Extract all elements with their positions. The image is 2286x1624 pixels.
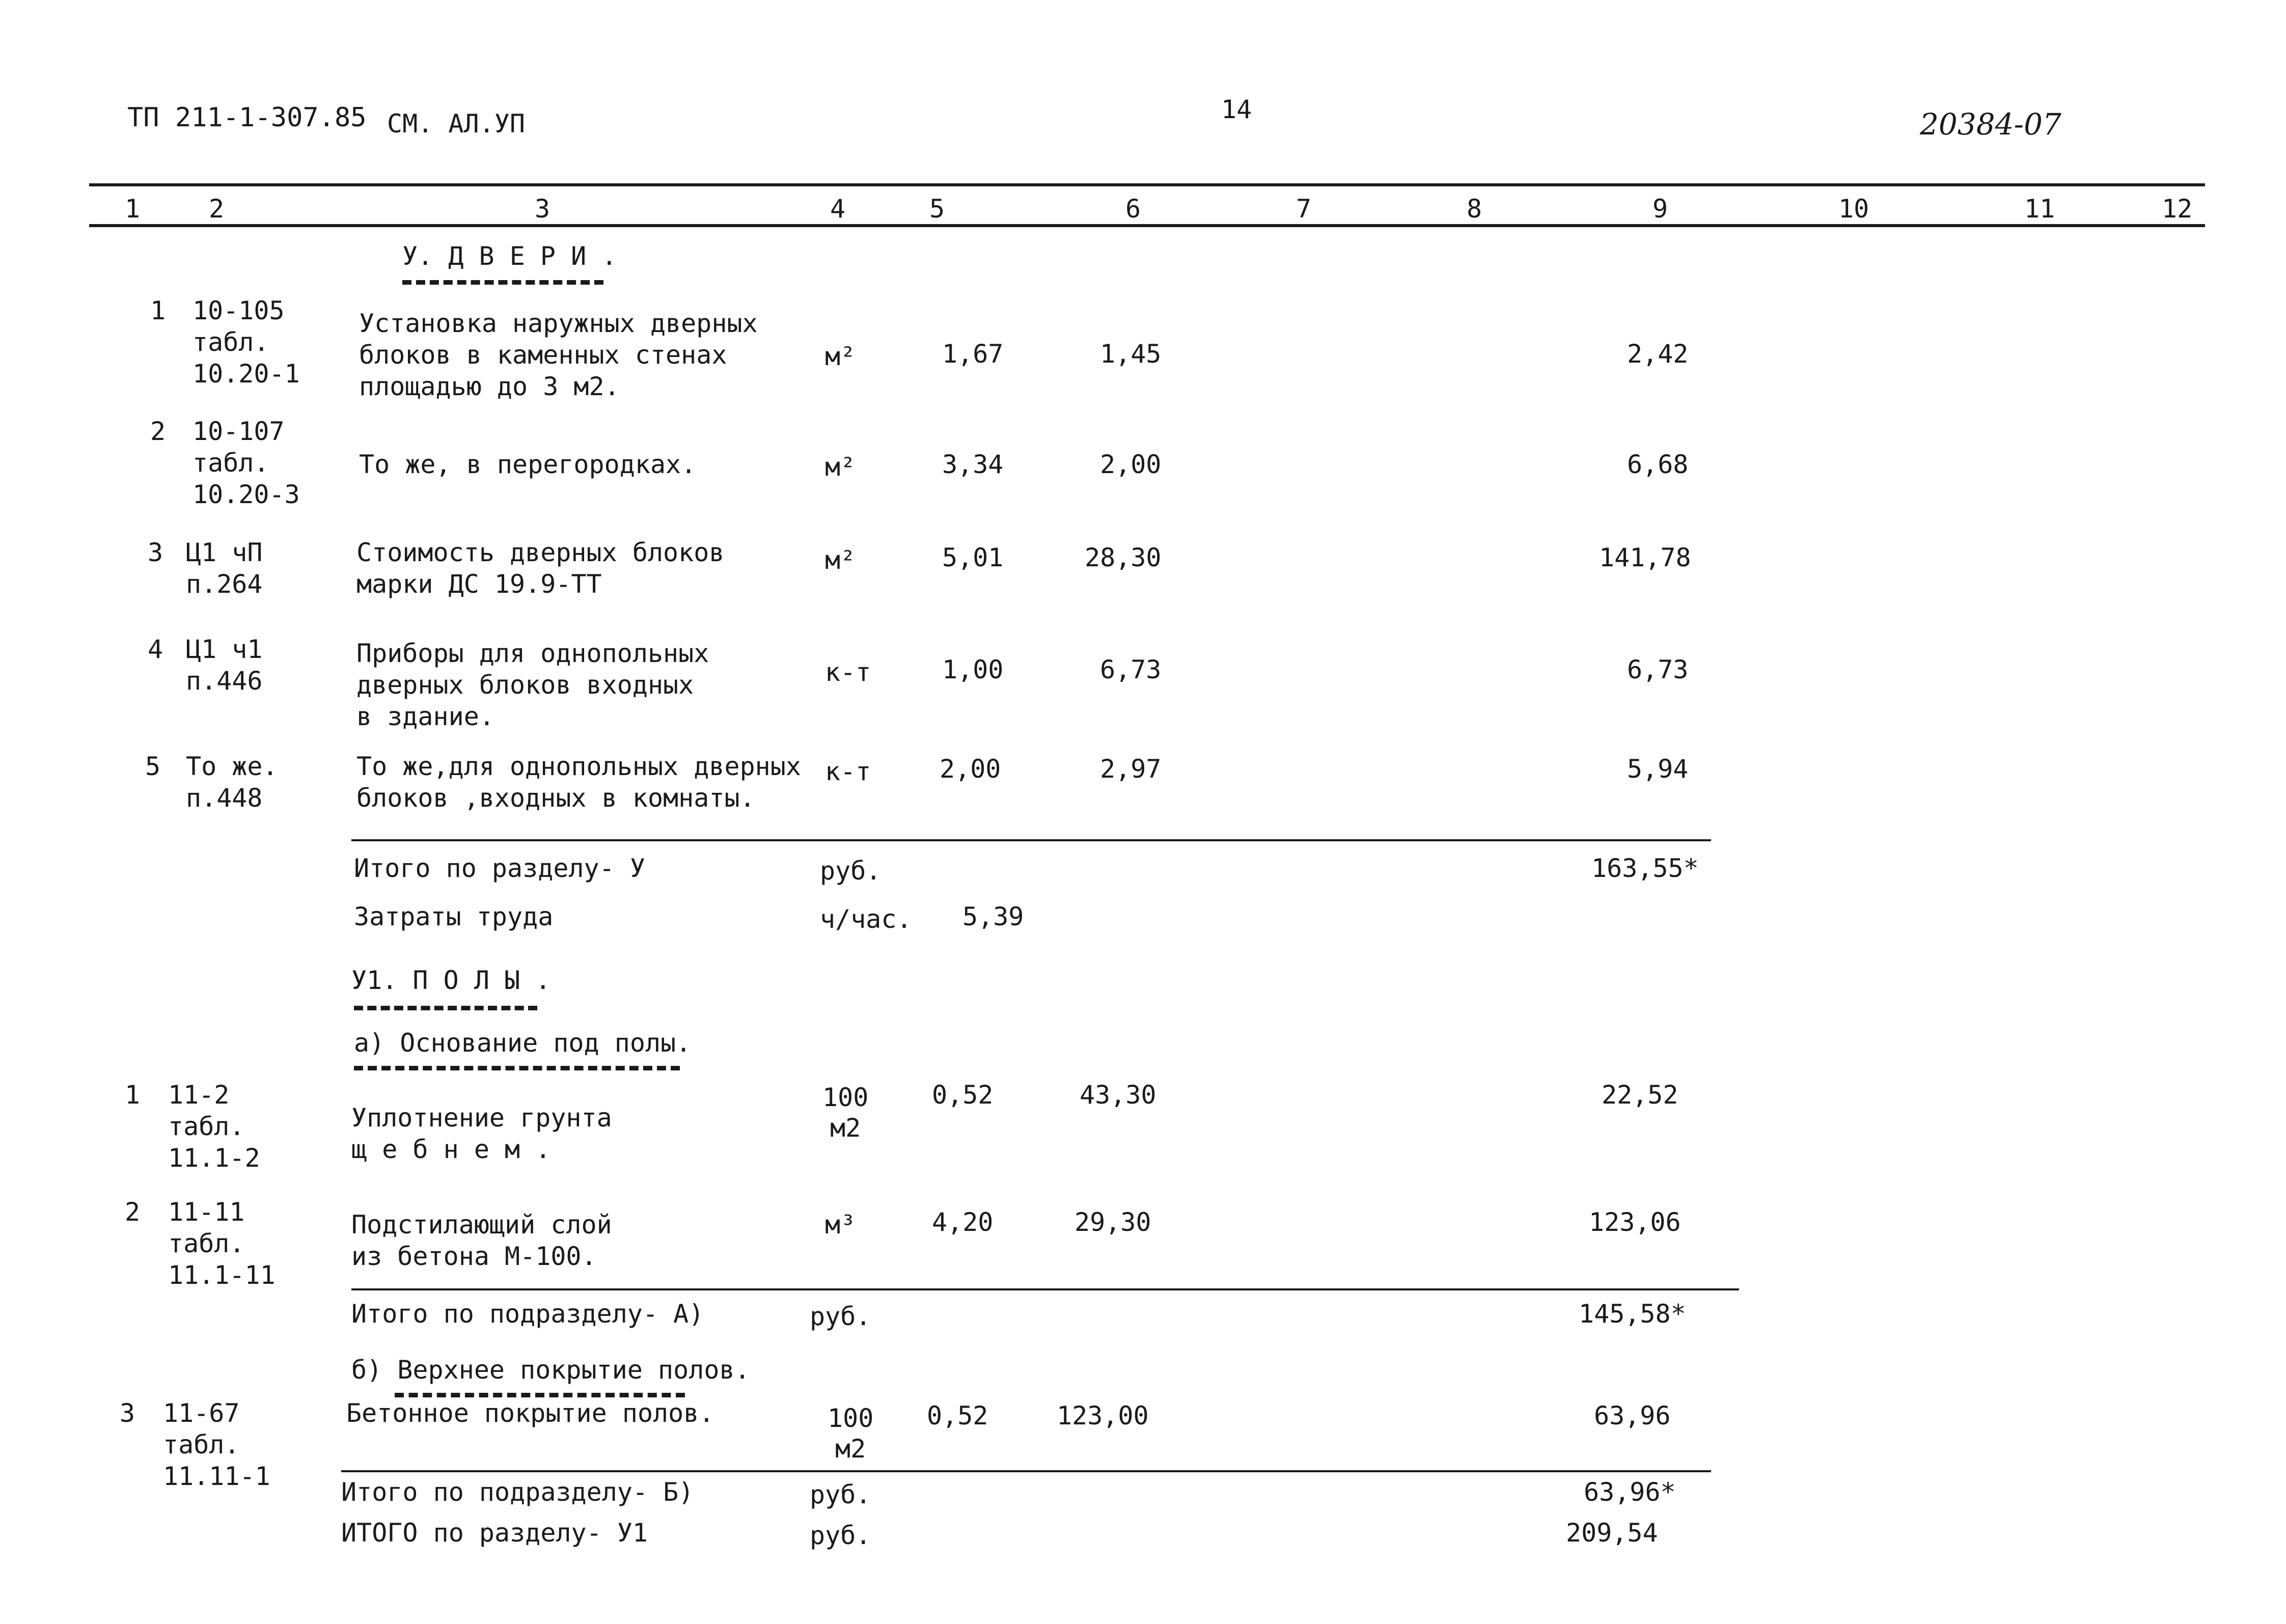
row-unit: м²: [825, 545, 856, 575]
row-unit-price: 29,30: [1075, 1207, 1151, 1237]
row-quantity: 1,00: [942, 655, 1004, 684]
row-total: 123,06: [1589, 1207, 1681, 1237]
row-name-line: Приборы для однопольных: [356, 639, 709, 668]
column-number: 4: [830, 194, 846, 224]
column-number: 2: [209, 194, 225, 224]
column-number: 3: [535, 194, 550, 224]
sub-b-total-rule: [341, 1470, 1711, 1472]
section-5-underline: [402, 280, 603, 285]
sub-b-title: б) Верхнее покрытие полов.: [351, 1355, 750, 1385]
row-unit: м²: [825, 342, 856, 371]
row-code-line: 10.20-1: [192, 359, 300, 389]
row-number: 2: [125, 1197, 141, 1227]
column-number: 5: [929, 194, 945, 224]
section-6-title: У1. П О Л Ы .: [351, 966, 551, 995]
row-code-line: 11.1-2: [168, 1143, 260, 1173]
row-unit: м²: [825, 452, 856, 482]
row-name-line: То же,для однопольных дверных: [356, 752, 801, 781]
row-total: 2,42: [1627, 339, 1689, 369]
row-unit-price: 6,73: [1100, 655, 1162, 684]
sub-b-total-unit: руб.: [810, 1480, 871, 1509]
doc-ref: СМ. АЛ.УП: [387, 109, 525, 139]
row-number: 1: [150, 296, 166, 325]
row-unit-price: 2,00: [1100, 450, 1162, 479]
row-number: 5: [145, 752, 161, 781]
row-number: 3: [120, 1398, 135, 1428]
row-code-line: 10.20-3: [192, 480, 300, 509]
row-code-line: 11-67: [163, 1398, 240, 1428]
row-number: 2: [150, 417, 166, 446]
section-6-grand-unit: руб.: [810, 1521, 871, 1550]
header-bottom-rule: [89, 224, 2205, 227]
labor-unit: ч/час.: [820, 904, 912, 934]
section-5-total-value: 163,55*: [1591, 854, 1699, 883]
page-number: 14: [1221, 95, 1252, 124]
row-number: 4: [148, 635, 163, 664]
row-quantity: 3,34: [942, 450, 1004, 479]
row-code-line: табл.: [168, 1229, 245, 1258]
row-code-line: То же.: [186, 752, 278, 781]
row-code-line: табл.: [192, 448, 269, 478]
row-code-line: 11-11: [168, 1197, 245, 1227]
row-name-line: Стоимость дверных блоков: [356, 538, 725, 567]
row-name-line: Уплотнение грунта: [351, 1103, 612, 1133]
row-unit: к-т: [825, 757, 871, 786]
section-5-total-label: Итого по разделу- У: [354, 854, 645, 883]
row-name-line: марки ДС 19.9-ТТ: [356, 569, 602, 599]
sub-b-total-value: 63,96*: [1584, 1477, 1676, 1507]
sub-a-total-label: Итого по подразделу- А): [351, 1299, 704, 1329]
row-unit: м³: [825, 1210, 856, 1240]
column-number: 10: [1838, 194, 1869, 224]
section-5-total-rule: [351, 839, 1711, 841]
row-code-line: табл.: [168, 1112, 245, 1141]
row-name-line: Бетонное покрытие полов.: [346, 1398, 714, 1428]
row-total: 141,78: [1599, 543, 1691, 572]
row-number: 3: [148, 538, 163, 567]
row-code-line: Ц1 чП: [186, 538, 263, 567]
row-quantity: 5,01: [942, 543, 1004, 572]
row-quantity: 0,52: [927, 1401, 988, 1430]
row-quantity: 0,52: [932, 1080, 994, 1110]
row-quantity: 2,00: [940, 754, 1001, 784]
row-total: 22,52: [1602, 1080, 1678, 1110]
row-unit-price: 28,30: [1085, 543, 1162, 572]
archive-number: 20384-07: [1920, 107, 2061, 142]
section-6-grand-value: 209,54: [1566, 1518, 1658, 1548]
row-name-line: Установка наружных дверных: [359, 309, 758, 338]
header-top-rule: [89, 183, 2205, 186]
sub-a-title: а) Основание под полы.: [354, 1028, 692, 1058]
sub-a-total-value: 145,58*: [1579, 1299, 1686, 1329]
row-code-line: табл.: [192, 327, 269, 357]
row-name-line: Подстилающий слой: [351, 1210, 612, 1240]
row-unit-price: 43,30: [1080, 1080, 1156, 1110]
row-quantity: 1,67: [942, 339, 1004, 369]
row-code-line: 10-105: [192, 296, 285, 325]
column-number: 7: [1296, 194, 1312, 224]
row-unit-price: 1,45: [1100, 339, 1162, 369]
row-unit: к-т: [825, 657, 871, 687]
column-number: 11: [2024, 194, 2055, 224]
row-total: 6,73: [1627, 655, 1689, 684]
row-total: 6,68: [1627, 450, 1689, 479]
sub-a-underline: [354, 1066, 680, 1070]
column-number: 6: [1125, 194, 1141, 224]
row-name-line: из бетона М-100.: [351, 1242, 597, 1271]
sub-b-underline: [395, 1393, 685, 1397]
row-code-line: п.264: [186, 569, 263, 599]
section-6-grand-label: ИТОГО по разделу- У1: [341, 1518, 648, 1548]
row-code-line: 11-2: [168, 1080, 230, 1110]
section-5-total-unit: руб.: [820, 856, 882, 886]
row-code-line: 10-107: [192, 417, 285, 446]
row-code-line: табл.: [163, 1430, 240, 1460]
row-name-line: площадью до 3 м2.: [359, 372, 620, 401]
row-code-line: 11.1-11: [168, 1260, 276, 1290]
row-code-line: 11.11-1: [163, 1462, 270, 1491]
row-total: 63,96: [1594, 1401, 1671, 1430]
row-total: 5,94: [1627, 754, 1689, 784]
doc-code: ТП 211-1-307.85: [127, 102, 367, 133]
sub-b-total-label: Итого по подразделу- Б): [341, 1477, 694, 1507]
row-name-line: То же, в перегородках.: [359, 450, 697, 479]
column-number: 8: [1467, 194, 1482, 224]
row-name-line: щ е б н е м .: [351, 1135, 551, 1164]
row-name-line: в здание.: [356, 702, 494, 731]
row-unit-price: 123,00: [1057, 1401, 1149, 1430]
row-quantity: 4,20: [932, 1207, 994, 1237]
row-number: 1: [125, 1080, 141, 1110]
row-code-line: Ц1 ч1: [186, 635, 263, 664]
row-name-line: блоков ,входных в комнаты.: [356, 783, 755, 813]
row-unit: 100 м2: [822, 1083, 869, 1143]
row-code-line: п.446: [186, 666, 263, 696]
row-name-line: дверных блоков входных: [356, 670, 694, 700]
labor-label: Затраты труда: [354, 902, 554, 931]
column-number: 1: [125, 194, 141, 224]
section-5-title: У. Д В Е Р И .: [402, 241, 617, 271]
labor-value: 5,39: [962, 902, 1024, 931]
section-6-underline: [354, 1006, 537, 1010]
column-number: 12: [2162, 194, 2193, 224]
row-name-line: блоков в каменных стенах: [359, 340, 727, 370]
sub-a-total-unit: руб.: [810, 1302, 871, 1331]
row-unit-price: 2,97: [1100, 754, 1162, 784]
sub-a-total-rule: [351, 1288, 1739, 1290]
column-number: 9: [1652, 194, 1668, 224]
row-unit: 100 м2: [828, 1403, 874, 1464]
row-code-line: п.448: [186, 783, 263, 813]
